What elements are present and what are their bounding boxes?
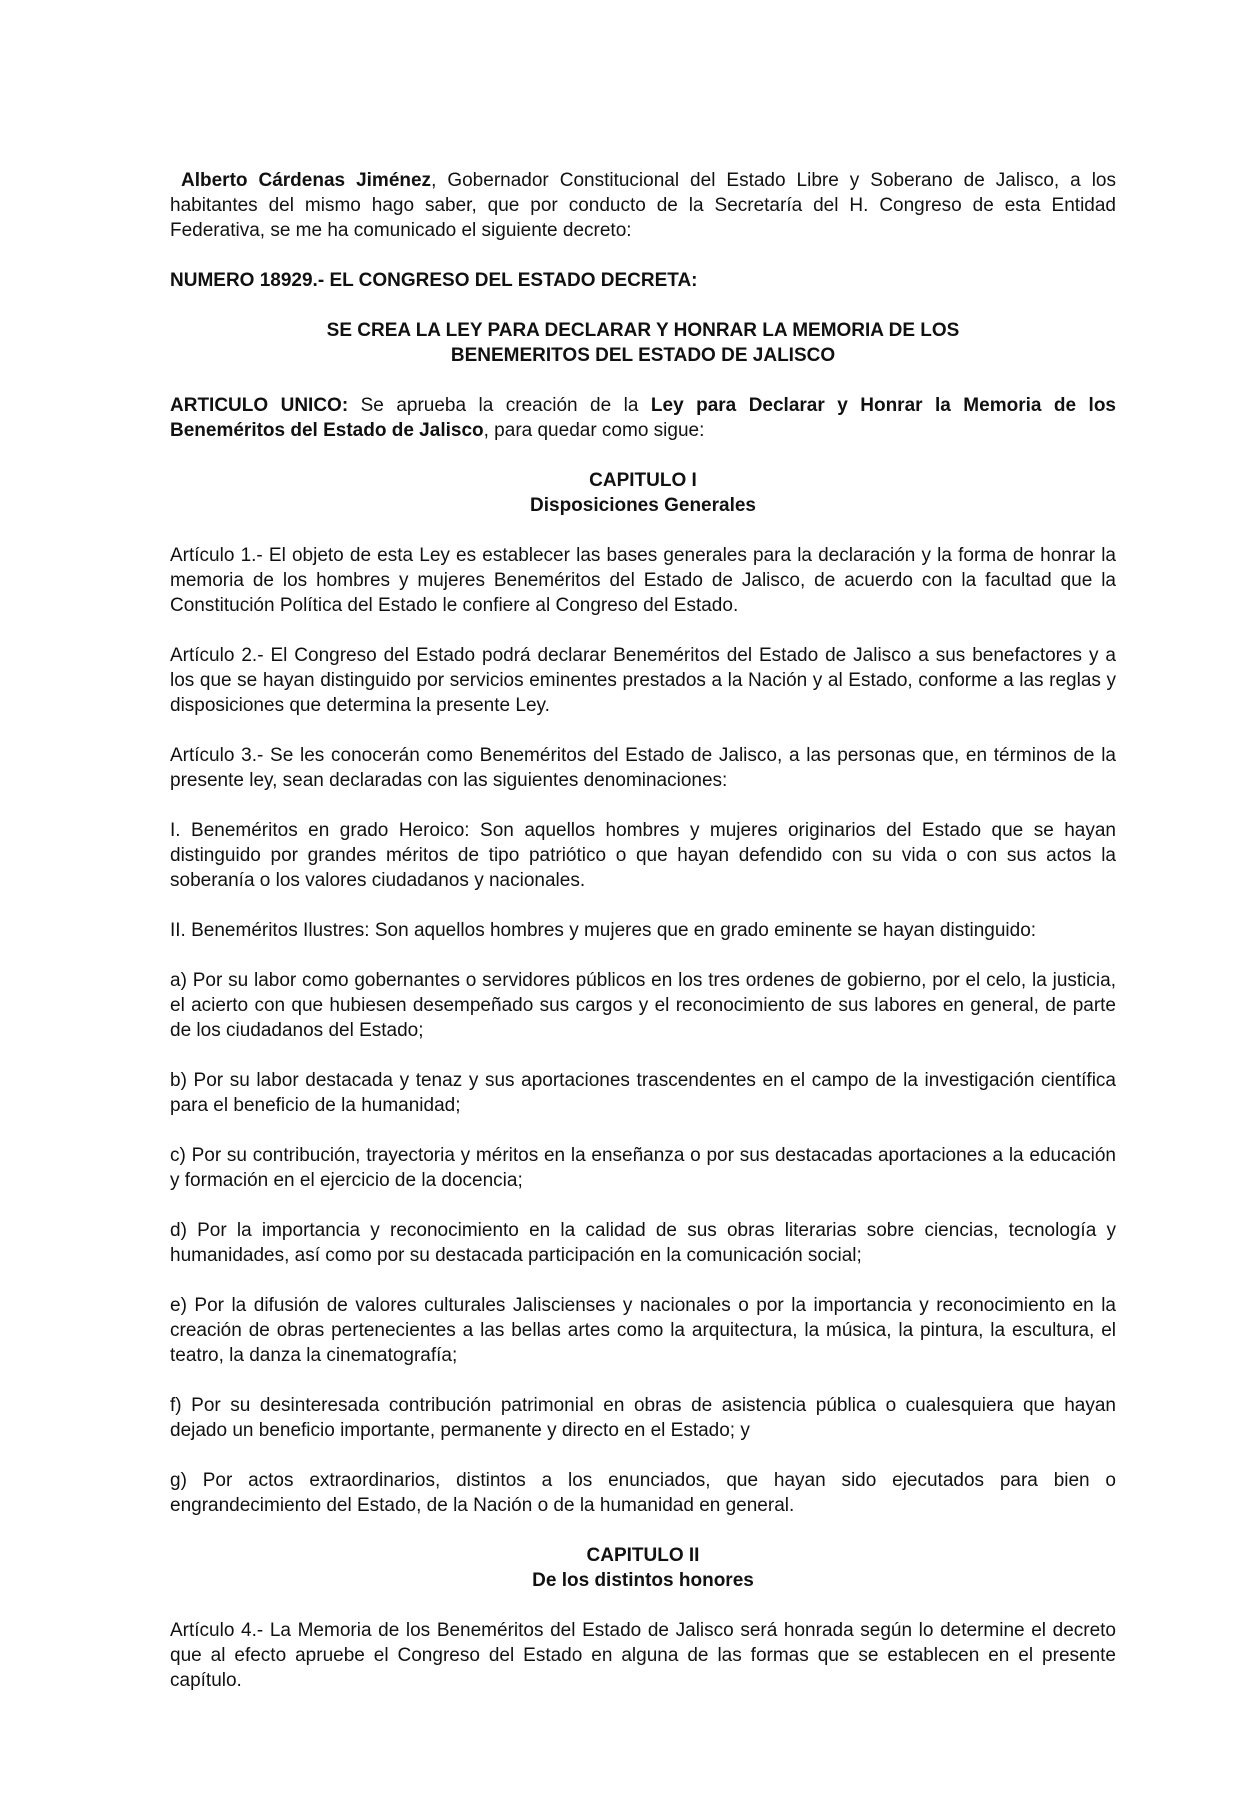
inciso-c: c) Por su contribución, trayectoria y méritos en la enseñanza o por sus destacadas aportaciones a la educación y formación en el ejercicio de la docencia;	[170, 1145, 1116, 1191]
chapter-2-title: CAPITULO II	[586, 1545, 700, 1566]
articulo-unico	[170, 393, 1116, 443]
article-1: Artículo 1.- El objeto de esta Ley es establecer las bases generales para la declaración y la forma de honrar la memoria de los hombres y mujeres Beneméritos del Estado de Jalisco, de acuerdo con la facultad que la Constitución Política del Estado le confiere al Congreso del Estado.	[170, 545, 1116, 616]
inciso-e: e) Por la difusión de valores culturales Jaliscienses y nacionales o por la importancia y reconocimiento en la creación de obras pertenecientes a las bellas artes como la arquitectura, la música, la pintura, la escultura, el teatro, la danza la cinematografía;	[170, 1295, 1116, 1366]
article-4: Artículo 4.- La Memoria de los Beneméritos del Estado de Jalisco será honrada según lo determine el decreto que al efecto apruebe el Congreso del Estado en alguna de las formas que se establecen en el presente capítulo.	[170, 1620, 1116, 1691]
articulo-unico-label: ARTICULO UNICO:	[170, 395, 349, 416]
articulo-unico-text1: Se aprueba la creación de la	[348, 395, 651, 416]
inciso-a: a) Por su labor como gobernantes o servidores públicos en los tres ordenes de gobierno, por el celo, la justicia, el acierto con que hubiesen desempeñado sus cargos y el reconocimiento de sus labores en general, de parte de los ciudadanos del Estado;	[170, 970, 1116, 1041]
chapter-2-heading	[170, 1543, 1116, 1593]
decree-number: NUMERO 18929.- EL CONGRESO DEL ESTADO DECRETA:	[170, 270, 698, 291]
governor-name: Alberto Cárdenas Jiménez	[181, 170, 432, 191]
intro-paragraph	[170, 168, 1116, 243]
law-name: Ley para Declarar y Honrar la Memoria de los Beneméritos del Estado de Jalisco	[170, 395, 1116, 441]
fraction-I: I. Beneméritos en grado Heroico: Son aquellos hombres y mujeres originarios del Estado que se hayan distinguido por grandes méritos de tipo patriótico o que hayan defendido con su vida o con sus actos la soberanía o los valores ciudadanos y nacionales.	[170, 820, 1116, 891]
inciso-f: f) Por su desinteresada contribución patrimonial en obras de asistencia pública o cualesquiera que hayan dejado un beneficio importante, permanente y directo en el Estado; y	[170, 1395, 1116, 1441]
intro-text: , Gobernador Constitucional del Estado Libre y Soberano de Jalisco, a los habitantes del mismo hago saber, que por conducto de la Secretaría del H. Congreso de esta Entidad Federativa, se me ha comunicado el siguiente decreto:	[170, 170, 1116, 241]
chapter-1-heading	[170, 468, 1116, 518]
chapter-2-subtitle: De los distintos honores	[532, 1570, 754, 1591]
chapter-1-title: CAPITULO I	[589, 470, 697, 491]
inciso-g: g) Por actos extraordinarios, distintos a los enunciados, que hayan sido ejecutados para bien o engrandecimiento del Estado, de la Nación o de la humanidad en general.	[170, 1470, 1116, 1516]
articulo-unico-text2: , para quedar como sigue:	[483, 420, 705, 441]
inciso-d: d) Por la importancia y reconocimiento en la calidad de sus obras literarias sobre ciencias, tecnología y humanidades, así como por su destacada participación en la comunicación social;	[170, 1220, 1116, 1266]
law-title-line2: BENEMERITOS DEL ESTADO DE JALISCO	[450, 345, 836, 366]
article-2: Artículo 2.- El Congreso del Estado podrá declarar Beneméritos del Estado de Jalisco a sus benefactores y a los que se hayan distinguido por servicios eminentes prestados a la Nación y al Estado, conforme a las reglas y disposiciones que determina la presente Ley.	[170, 645, 1116, 716]
law-title-line1: SE CREA LA LEY PARA DECLARAR Y HONRAR LA MEMORIA DE LOS	[326, 320, 960, 341]
inciso-b: b) Por su labor destacada y tenaz y sus aportaciones trascendentes en el campo de la investigación científica para el beneficio de la humanidad;	[170, 1070, 1116, 1116]
law-title	[170, 318, 1116, 368]
fraction-II: II. Beneméritos Ilustres: Son aquellos hombres y mujeres que en grado eminente se hayan distinguido:	[170, 920, 1037, 941]
article-3: Artículo 3.- Se les conocerán como Beneméritos del Estado de Jalisco, a las personas que, en términos de la presente ley, sean declaradas con las siguientes denominaciones:	[170, 745, 1116, 791]
chapter-1-subtitle: Disposiciones Generales	[530, 495, 756, 516]
